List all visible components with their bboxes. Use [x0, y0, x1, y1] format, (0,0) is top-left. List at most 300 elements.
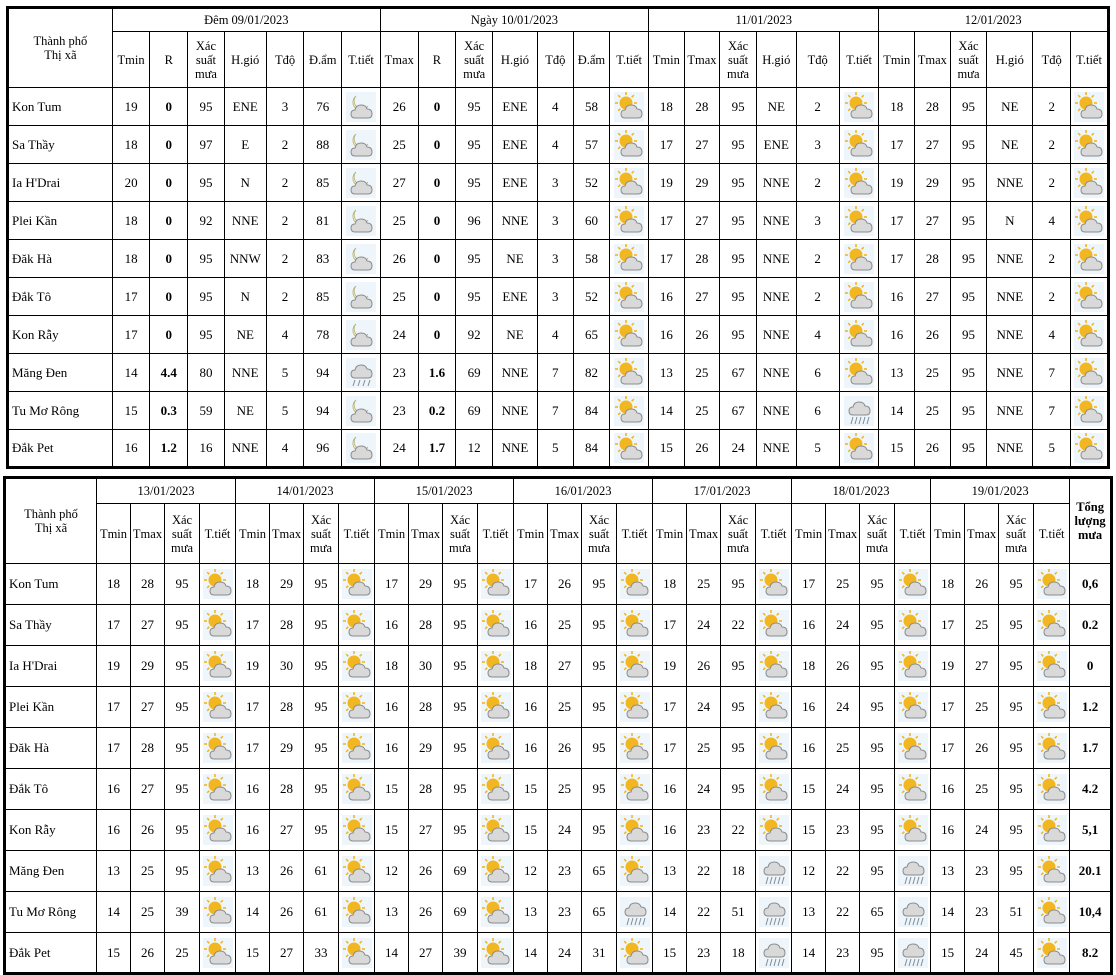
data-cell: 2 — [1033, 88, 1071, 126]
data-cell: 1.6 — [418, 354, 456, 392]
data-cell: 95 — [950, 202, 987, 240]
partly-sunny-icon — [1034, 810, 1070, 851]
total-rain-value: 20.1 — [1070, 851, 1112, 892]
data-cell: 7 — [1033, 354, 1071, 392]
data-cell: 22 — [687, 851, 721, 892]
data-cell: 3 — [538, 202, 574, 240]
data-cell: 0 — [150, 316, 188, 354]
data-cell: 85 — [304, 278, 342, 316]
rain-cloud-icon — [895, 851, 931, 892]
data-cell: 19 — [97, 646, 131, 687]
partly-sunny-icon — [756, 646, 792, 687]
data-cell: 24 — [720, 430, 757, 468]
location-name: Ia H'Drai — [5, 646, 97, 687]
rain-cloud-icon — [756, 851, 792, 892]
data-cell: 7 — [538, 354, 574, 392]
data-cell: 27 — [409, 933, 443, 974]
data-cell: 29 — [131, 646, 165, 687]
data-cell: 25 — [915, 392, 951, 430]
data-cell: ENE — [492, 88, 537, 126]
table-row — [5, 810, 1112, 851]
date-group-header: 19/01/2023 — [931, 478, 1070, 504]
data-cell: 95 — [443, 605, 478, 646]
data-cell: 22 — [826, 851, 860, 892]
data-cell: 95 — [582, 687, 617, 728]
partly-sunny-icon — [339, 605, 375, 646]
data-cell: 30 — [409, 646, 443, 687]
column-header: T.tiết — [1034, 504, 1070, 564]
data-cell: 28 — [131, 728, 165, 769]
partly-sunny-icon — [478, 810, 514, 851]
data-cell: 95 — [456, 88, 493, 126]
data-cell: 15 — [653, 933, 687, 974]
data-cell: 69 — [456, 354, 493, 392]
data-cell: 94 — [304, 354, 342, 392]
data-cell: 29 — [409, 564, 443, 605]
data-cell: 25 — [380, 126, 418, 164]
data-cell: 95 — [950, 430, 987, 468]
data-cell: 27 — [270, 933, 304, 974]
data-cell: 95 — [720, 316, 757, 354]
table-row — [5, 687, 1112, 728]
data-cell: 95 — [721, 564, 756, 605]
data-cell: 13 — [649, 354, 685, 392]
table-row — [8, 392, 1109, 430]
data-cell: 2 — [1033, 126, 1071, 164]
partly-sunny-icon — [478, 933, 514, 974]
data-cell: 0 — [150, 88, 188, 126]
data-cell: 30 — [270, 646, 304, 687]
data-cell: NNE — [987, 354, 1033, 392]
data-cell: 16 — [649, 316, 685, 354]
data-cell: NNE — [756, 240, 796, 278]
data-cell: 15 — [236, 933, 270, 974]
location-header: Thành phố Thị xã — [5, 478, 97, 564]
partly-sunny-icon — [200, 769, 236, 810]
column-header: T.tiết — [839, 32, 879, 88]
data-cell: 65 — [860, 892, 895, 933]
data-cell: 51 — [721, 892, 756, 933]
data-cell: 17 — [653, 728, 687, 769]
data-cell: 25 — [548, 605, 582, 646]
column-header: Tmax — [270, 504, 304, 564]
data-cell: 14 — [879, 392, 915, 430]
data-cell: 95 — [860, 728, 895, 769]
data-cell: 95 — [999, 769, 1034, 810]
partly-sunny-icon — [1071, 126, 1109, 164]
table-row — [5, 605, 1112, 646]
table-row — [8, 164, 1109, 202]
partly-sunny-icon — [478, 892, 514, 933]
data-cell: 16 — [792, 728, 826, 769]
data-cell: 51 — [999, 892, 1034, 933]
data-cell: 95 — [999, 687, 1034, 728]
location-name: Kon Rẫy — [8, 316, 113, 354]
data-cell: 25 — [684, 354, 720, 392]
data-cell: 95 — [582, 728, 617, 769]
data-cell: 16 — [188, 430, 225, 468]
data-cell: 81 — [304, 202, 342, 240]
data-cell: 95 — [456, 278, 493, 316]
data-cell: 26 — [548, 728, 582, 769]
column-header: Tmin — [653, 504, 687, 564]
data-cell: 3 — [538, 240, 574, 278]
data-cell: 2 — [266, 202, 304, 240]
partly-sunny-icon — [1071, 164, 1109, 202]
data-cell: 17 — [879, 202, 915, 240]
data-cell: 25 — [165, 933, 200, 974]
data-cell: 12 — [792, 851, 826, 892]
data-cell: 27 — [548, 646, 582, 687]
partly-sunny-icon — [756, 810, 792, 851]
data-cell: 27 — [915, 126, 951, 164]
partly-sunny-icon — [1034, 728, 1070, 769]
data-cell: 16 — [649, 278, 685, 316]
column-header: Đ.ẩm — [573, 32, 610, 88]
data-cell: 16 — [112, 430, 150, 468]
data-cell: 29 — [684, 164, 720, 202]
total-rain-value: 10,4 — [1070, 892, 1112, 933]
data-cell: N — [224, 278, 266, 316]
data-cell: 95 — [165, 646, 200, 687]
partly-sunny-icon — [1071, 430, 1109, 468]
data-cell: NE — [224, 316, 266, 354]
partly-sunny-icon — [1071, 278, 1109, 316]
partly-sunny-icon — [756, 687, 792, 728]
data-cell: NE — [987, 88, 1033, 126]
data-cell: 95 — [999, 851, 1034, 892]
data-cell: 18 — [792, 646, 826, 687]
data-cell: 18 — [375, 646, 409, 687]
column-header: T.tiết — [200, 504, 236, 564]
data-cell: 95 — [950, 316, 987, 354]
group-header-row — [8, 8, 1109, 32]
data-cell: 23 — [826, 933, 860, 974]
partly-sunny-icon — [610, 354, 649, 392]
partly-sunny-icon — [339, 687, 375, 728]
column-header: Tđộ — [796, 32, 839, 88]
data-cell: 0.3 — [150, 392, 188, 430]
partly-sunny-icon — [339, 769, 375, 810]
partly-sunny-icon — [610, 126, 649, 164]
data-cell: 39 — [165, 892, 200, 933]
total-rain-value: 8.2 — [1070, 933, 1112, 974]
partly-sunny-icon — [339, 564, 375, 605]
data-cell: 26 — [965, 564, 999, 605]
data-cell: 95 — [304, 605, 339, 646]
data-cell: 23 — [687, 810, 721, 851]
table-row — [8, 202, 1109, 240]
data-cell: 0 — [418, 278, 456, 316]
partly-sunny-icon — [617, 687, 653, 728]
data-cell: 25 — [965, 769, 999, 810]
data-cell: 15 — [375, 810, 409, 851]
column-header: T.tiết — [895, 504, 931, 564]
data-cell: 23 — [548, 851, 582, 892]
data-cell: 16 — [792, 687, 826, 728]
data-cell: 95 — [188, 164, 225, 202]
data-cell: 16 — [514, 687, 548, 728]
partly-sunny-icon — [1034, 564, 1070, 605]
data-cell: 23 — [380, 392, 418, 430]
data-cell: 2 — [1033, 164, 1071, 202]
cloudy-night-icon — [342, 392, 381, 430]
column-header: Xác suất mưa — [950, 32, 987, 88]
data-cell: 25 — [687, 564, 721, 605]
data-cell: NNE — [987, 392, 1033, 430]
data-cell: 16 — [514, 605, 548, 646]
data-cell: NNE — [492, 430, 537, 468]
column-header: Tmin — [236, 504, 270, 564]
location-name: Đăk Hà — [5, 728, 97, 769]
data-cell: 14 — [97, 892, 131, 933]
data-cell: 95 — [443, 810, 478, 851]
data-cell: 16 — [236, 810, 270, 851]
partly-sunny-icon — [839, 202, 879, 240]
data-cell: 95 — [720, 202, 757, 240]
data-cell: 22 — [721, 605, 756, 646]
data-cell: 95 — [999, 728, 1034, 769]
column-header: Tđộ — [266, 32, 304, 88]
data-cell: NNE — [492, 354, 537, 392]
partly-sunny-icon — [478, 728, 514, 769]
data-cell: 95 — [950, 240, 987, 278]
column-header: Xác suất mưa — [443, 504, 478, 564]
data-cell: NNE — [756, 316, 796, 354]
data-cell: 28 — [409, 605, 443, 646]
column-header: Tmin — [97, 504, 131, 564]
data-cell: 29 — [270, 728, 304, 769]
data-cell: ENE — [224, 88, 266, 126]
data-cell: 45 — [999, 933, 1034, 974]
column-header: Tmin — [879, 32, 915, 88]
cloudy-night-icon — [342, 202, 381, 240]
data-cell: 26 — [380, 240, 418, 278]
partly-sunny-icon — [200, 933, 236, 974]
column-header: Tmin — [112, 32, 150, 88]
table-row — [5, 892, 1112, 933]
partly-sunny-icon — [478, 646, 514, 687]
data-cell: 95 — [950, 392, 987, 430]
table-row — [5, 646, 1112, 687]
data-cell: NE — [987, 126, 1033, 164]
data-cell: 26 — [687, 646, 721, 687]
data-cell: 24 — [687, 687, 721, 728]
partly-sunny-icon — [1071, 240, 1109, 278]
data-cell: 95 — [304, 810, 339, 851]
data-cell: 16 — [97, 810, 131, 851]
data-cell: NNE — [756, 354, 796, 392]
data-cell: 95 — [443, 769, 478, 810]
data-cell: 25 — [965, 687, 999, 728]
data-cell: 22 — [826, 892, 860, 933]
data-cell: 26 — [826, 646, 860, 687]
column-header: Xác suất mưa — [188, 32, 225, 88]
partly-sunny-icon — [1034, 646, 1070, 687]
data-cell: 95 — [165, 769, 200, 810]
location-name: Plei Kần — [8, 202, 113, 240]
data-cell: 25 — [131, 892, 165, 933]
data-cell: 25 — [548, 769, 582, 810]
data-cell: 17 — [112, 278, 150, 316]
data-cell: 18 — [97, 564, 131, 605]
partly-sunny-icon — [610, 316, 649, 354]
data-cell: 0 — [150, 164, 188, 202]
data-cell: 23 — [965, 892, 999, 933]
data-cell: NNE — [492, 202, 537, 240]
location-name: Sa Thầy — [5, 605, 97, 646]
data-cell: 24 — [380, 430, 418, 468]
data-cell: 25 — [687, 728, 721, 769]
partly-sunny-icon — [610, 430, 649, 468]
data-cell: 15 — [514, 769, 548, 810]
data-cell: 4 — [796, 316, 839, 354]
column-header: Tmax — [915, 32, 951, 88]
data-cell: 3 — [538, 278, 574, 316]
data-cell: 4 — [266, 430, 304, 468]
data-cell: 5 — [266, 354, 304, 392]
data-cell: 95 — [950, 126, 987, 164]
partly-sunny-icon — [610, 202, 649, 240]
partly-sunny-icon — [200, 728, 236, 769]
data-cell: 69 — [443, 892, 478, 933]
data-cell: 26 — [684, 316, 720, 354]
data-cell: 13 — [97, 851, 131, 892]
data-cell: 65 — [573, 316, 610, 354]
column-header: Tmin — [514, 504, 548, 564]
partly-sunny-icon — [895, 728, 931, 769]
column-header-row — [5, 504, 1112, 564]
data-cell: 95 — [999, 646, 1034, 687]
data-cell: 26 — [409, 892, 443, 933]
data-cell: 16 — [236, 769, 270, 810]
data-cell: 1.2 — [150, 430, 188, 468]
data-cell: 5 — [1033, 430, 1071, 468]
partly-sunny-icon — [895, 769, 931, 810]
location-name: Đắk Pet — [8, 430, 113, 468]
total-rain-value: 1.7 — [1070, 728, 1112, 769]
data-cell: 33 — [304, 933, 339, 974]
data-cell: 19 — [931, 646, 965, 687]
data-cell: 17 — [792, 564, 826, 605]
partly-sunny-icon — [895, 687, 931, 728]
data-cell: 95 — [860, 646, 895, 687]
partly-sunny-icon — [200, 892, 236, 933]
data-cell: 84 — [573, 430, 610, 468]
data-cell: 57 — [573, 126, 610, 164]
data-cell: ENE — [492, 278, 537, 316]
partly-sunny-icon — [200, 605, 236, 646]
data-cell: NNE — [987, 240, 1033, 278]
column-header: Tđộ — [1033, 32, 1071, 88]
cloudy-night-icon — [342, 278, 381, 316]
data-cell: 17 — [931, 687, 965, 728]
data-cell: 18 — [514, 646, 548, 687]
data-cell: 95 — [304, 564, 339, 605]
data-cell: 18 — [721, 933, 756, 974]
partly-sunny-icon — [1034, 851, 1070, 892]
data-cell: 14 — [931, 892, 965, 933]
date-group-header: Ngày 10/01/2023 — [380, 8, 648, 32]
data-cell: 18 — [879, 88, 915, 126]
data-cell: 95 — [188, 88, 225, 126]
data-cell: 95 — [188, 278, 225, 316]
location-name: Đắk Tô — [8, 278, 113, 316]
partly-sunny-icon — [839, 240, 879, 278]
data-cell: 28 — [409, 769, 443, 810]
data-cell: 95 — [999, 605, 1034, 646]
date-group-header: 15/01/2023 — [375, 478, 514, 504]
partly-sunny-icon — [610, 278, 649, 316]
table-row — [5, 564, 1112, 605]
partly-sunny-icon — [617, 605, 653, 646]
data-cell: N — [987, 202, 1033, 240]
data-cell: 65 — [582, 851, 617, 892]
data-cell: 17 — [97, 605, 131, 646]
partly-sunny-icon — [839, 430, 879, 468]
column-header: Tmax — [409, 504, 443, 564]
data-cell: 76 — [304, 88, 342, 126]
data-cell: 95 — [304, 728, 339, 769]
data-cell: 2 — [796, 240, 839, 278]
data-cell: 16 — [375, 687, 409, 728]
data-cell: 15 — [97, 933, 131, 974]
data-cell: 83 — [304, 240, 342, 278]
data-cell: 94 — [304, 392, 342, 430]
data-cell: 14 — [236, 892, 270, 933]
data-cell: 26 — [915, 430, 951, 468]
data-cell: 17 — [879, 240, 915, 278]
column-header: Xác suất mưa — [721, 504, 756, 564]
data-cell: 15 — [375, 769, 409, 810]
data-cell: 19 — [649, 164, 685, 202]
data-cell: 95 — [304, 687, 339, 728]
data-cell: 84 — [573, 392, 610, 430]
partly-sunny-icon — [610, 164, 649, 202]
data-cell: 13 — [879, 354, 915, 392]
date-group-header: Đêm 09/01/2023 — [112, 8, 380, 32]
column-header: H.gió — [492, 32, 537, 88]
forecast-table-jan-09-12 — [6, 6, 1110, 469]
data-cell: 16 — [375, 605, 409, 646]
data-cell: 17 — [112, 316, 150, 354]
column-header: T.tiết — [478, 504, 514, 564]
data-cell: 96 — [304, 430, 342, 468]
data-cell: 6 — [796, 354, 839, 392]
table-row — [5, 769, 1112, 810]
location-name: Kon Tum — [8, 88, 113, 126]
partly-sunny-icon — [339, 810, 375, 851]
data-cell: 25 — [826, 564, 860, 605]
data-cell: 24 — [687, 769, 721, 810]
data-cell: NNE — [756, 202, 796, 240]
data-cell: 26 — [548, 564, 582, 605]
column-header: Xác suất mưa — [720, 32, 757, 88]
forecast-table-jan-13-19 — [3, 476, 1113, 975]
column-header: Xác suất mưa — [456, 32, 493, 88]
location-name: Sa Thầy — [8, 126, 113, 164]
location-name: Đăk Hà — [8, 240, 113, 278]
data-cell: 23 — [965, 851, 999, 892]
data-cell: 7 — [1033, 392, 1071, 430]
partly-sunny-icon — [200, 687, 236, 728]
data-cell: 14 — [375, 933, 409, 974]
data-cell: NNE — [756, 392, 796, 430]
data-cell: 0 — [418, 240, 456, 278]
data-cell: 25 — [826, 728, 860, 769]
data-cell: 95 — [582, 605, 617, 646]
data-cell: 58 — [573, 240, 610, 278]
